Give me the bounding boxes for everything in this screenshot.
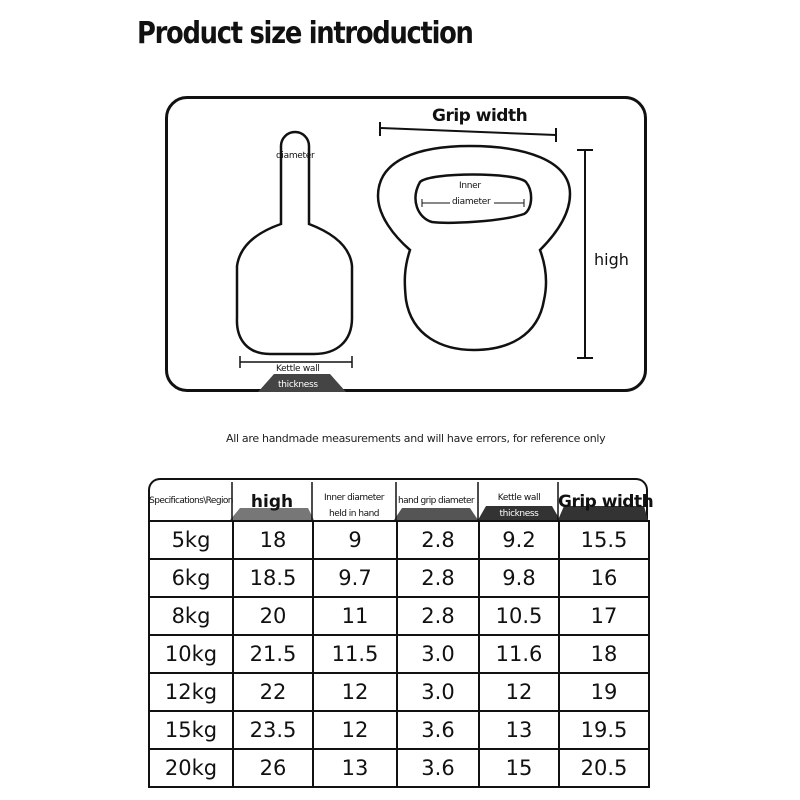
grip-width-cell: 16 <box>559 559 649 597</box>
high-cell: 21.5 <box>233 635 313 673</box>
size-table <box>148 478 654 800</box>
grip-width-cell: 19 <box>559 673 649 711</box>
weight-cell: 10kg <box>149 635 233 673</box>
inner-diameter-label-line2: diameter <box>452 197 491 207</box>
weight-cell: 8kg <box>149 597 233 635</box>
table-row <box>149 559 649 597</box>
hand-grip-cell: 3.0 <box>397 673 479 711</box>
header-grip-width: Grip width <box>558 492 654 512</box>
table-row <box>149 749 649 787</box>
inner-diameter-cell: 12 <box>313 673 397 711</box>
high-cell: 26 <box>233 749 313 787</box>
wall-thickness-cell: 9.8 <box>479 559 559 597</box>
grip-width-cell: 20.5 <box>559 749 649 787</box>
wall-thickness-cell: 11.6 <box>479 635 559 673</box>
grip-width-cell: 19.5 <box>559 711 649 749</box>
table-row <box>149 711 649 749</box>
table-row <box>149 597 649 635</box>
table-row <box>149 521 649 559</box>
weight-cell: 5kg <box>149 521 233 559</box>
front-view-kettlebell <box>378 146 570 350</box>
inner-diameter-cell: 12 <box>313 711 397 749</box>
page-title: Product size introduction <box>137 16 473 51</box>
grip-width-cell: 18 <box>559 635 649 673</box>
header-hand-grip-diameter: hand grip diameter <box>398 496 474 506</box>
inner-diameter-label-line1: Inner <box>459 181 481 191</box>
inner-diameter-cell: 9 <box>313 521 397 559</box>
high-cell: 23.5 <box>233 711 313 749</box>
grip-width-label: Grip width <box>432 106 528 126</box>
high-cell: 18 <box>233 521 313 559</box>
hand-grip-cell: 2.8 <box>397 559 479 597</box>
kettle-wall-label-line1: Kettle wall <box>276 364 320 374</box>
high-cell: 20 <box>233 597 313 635</box>
wall-thickness-cell: 9.2 <box>479 521 559 559</box>
weight-cell: 15kg <box>149 711 233 749</box>
hand-grip-cell: 2.8 <box>397 521 479 559</box>
side-view-kettlebell <box>237 132 352 354</box>
inner-diameter-cell: 11 <box>313 597 397 635</box>
hand-grip-cell: 3.6 <box>397 711 479 749</box>
header-inner-line2: held in hand <box>328 509 380 519</box>
table-row <box>149 635 649 673</box>
high-label: high <box>594 250 629 269</box>
wall-thickness-cell: 13 <box>479 711 559 749</box>
header-wall-line1: Kettle wall <box>497 493 541 503</box>
header-kettle-wall <box>478 490 560 522</box>
diameter-label: diameter <box>276 151 315 161</box>
weight-cell: 6kg <box>149 559 233 597</box>
wall-thickness-cell: 10.5 <box>479 597 559 635</box>
height-arrow <box>577 150 593 358</box>
size-table-body <box>148 520 650 788</box>
measurement-note: All are handmade measurements and will have errors, for reference only <box>226 432 606 445</box>
hand-grip-cell: 3.0 <box>397 635 479 673</box>
hand-grip-cell: 2.8 <box>397 597 479 635</box>
wall-thickness-cell: 15 <box>479 749 559 787</box>
inner-diameter-cell: 9.7 <box>313 559 397 597</box>
header-specifications: Specifications\Region <box>149 496 233 506</box>
header-high: high <box>250 492 294 512</box>
high-cell: 22 <box>233 673 313 711</box>
hand-grip-cell: 3.6 <box>397 749 479 787</box>
header-inner-line1: Inner diameter <box>324 493 384 503</box>
kettle-wall-label-line2: thickness <box>278 380 318 390</box>
inner-diameter-cell: 11.5 <box>313 635 397 673</box>
grip-width-cell: 17 <box>559 597 649 635</box>
grip-width-cell: 15.5 <box>559 521 649 559</box>
weight-cell: 20kg <box>149 749 233 787</box>
weight-cell: 12kg <box>149 673 233 711</box>
inner-diameter-cell: 13 <box>313 749 397 787</box>
table-row <box>149 673 649 711</box>
header-inner-diameter <box>312 490 396 522</box>
high-cell: 18.5 <box>233 559 313 597</box>
header-wall-line2: thickness <box>499 509 539 519</box>
wall-thickness-cell: 12 <box>479 673 559 711</box>
